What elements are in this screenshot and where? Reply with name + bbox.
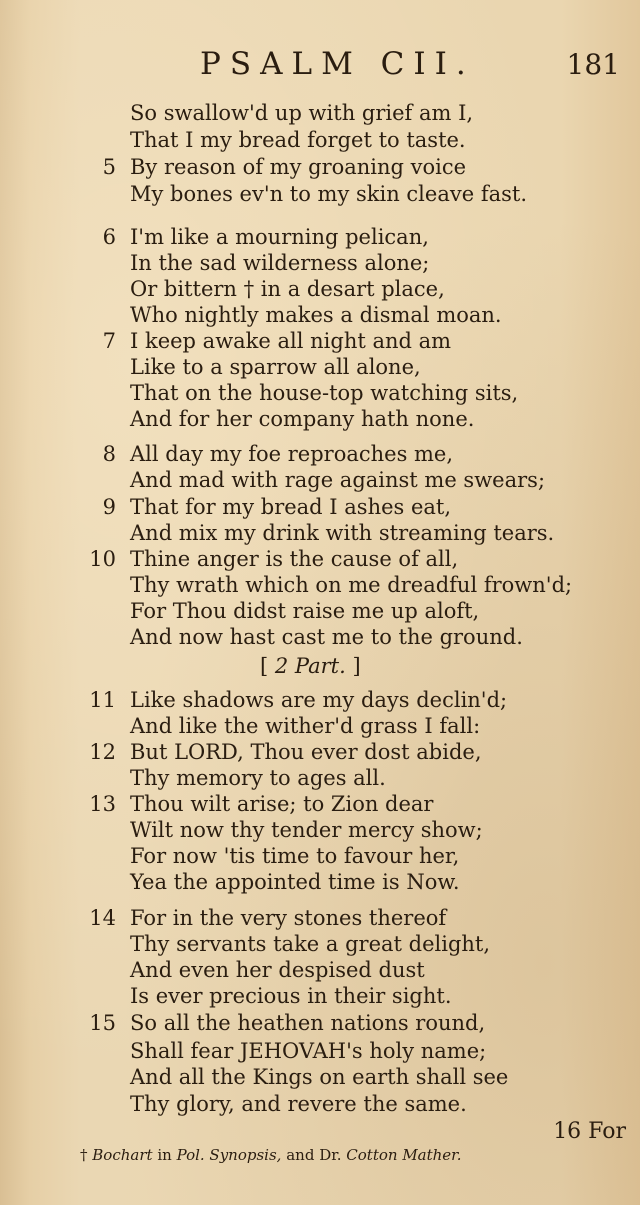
verse-line — [0, 817, 640, 843]
footnote-in: in — [157, 1146, 172, 1164]
verse-line — [0, 1091, 640, 1117]
verse-text: Thou wilt arise; to Zion dear — [130, 792, 434, 816]
verse-line — [0, 598, 640, 624]
verse-line — [0, 1010, 640, 1036]
verse-text: So swallow'd up with grief am I, — [130, 101, 474, 125]
verse-text: My bones ev'n to my skin cleave fast. — [130, 182, 528, 206]
verse-text: Like shadows are my days declin'd; — [130, 688, 508, 712]
footnote-name: Cotton Mather. — [346, 1146, 462, 1164]
verse-text: That for my bread I ashes eat, — [130, 495, 452, 519]
verse-text: Thy memory to ages all. — [130, 766, 386, 790]
verse-line — [0, 467, 640, 493]
verse-line — [0, 127, 640, 153]
verse-text: For Thou didst raise me up aloft, — [130, 599, 480, 623]
verse-line — [0, 181, 640, 207]
verse-line — [0, 869, 640, 895]
verse-line — [0, 154, 640, 180]
verse-line — [0, 572, 640, 598]
verse-line — [0, 546, 640, 572]
verse-text: Shall fear JEHOVAH's holy name; — [130, 1039, 487, 1063]
verse-text: And now hast cast me to the ground. — [130, 625, 523, 649]
verse-number: 8 — [102, 442, 116, 466]
verse-line — [0, 1038, 640, 1064]
verse-number: 10 — [89, 547, 116, 571]
verse-number: 5 — [102, 155, 116, 179]
verse-line — [0, 494, 640, 520]
verse-line — [0, 843, 640, 869]
page-number: 181 — [566, 48, 620, 81]
verse-line — [0, 765, 640, 791]
verse-text: Or bittern † in a desart place, — [130, 277, 445, 301]
verse-number: 14 — [89, 906, 116, 930]
verse-number: 9 — [102, 495, 116, 519]
verse-text: And mix my drink with streaming tears. — [130, 521, 555, 545]
part-heading — [260, 653, 361, 679]
verse-text: And even her despised dust — [130, 958, 425, 982]
verse-text: By reason of my groaning voice — [130, 155, 467, 179]
dagger-mark: † — [80, 1146, 88, 1164]
verse-text: But LORD, Thou ever dost abide, — [130, 740, 482, 764]
verse-text: In the sad wilderness alone; — [130, 251, 430, 275]
verse-text: Is ever precious in their sight. — [130, 984, 452, 1008]
verse-number: 11 — [89, 688, 116, 712]
verse-line — [0, 354, 640, 380]
verse-text: Like to a sparrow all alone, — [130, 355, 421, 379]
verse-text: So all the heathen nations round, — [130, 1011, 486, 1035]
verse-text: And like the wither'd grass I fall: — [130, 714, 481, 738]
verse-line — [0, 983, 640, 1009]
verse-text: That I my bread forget to taste. — [130, 128, 466, 152]
verse-number: 6 — [102, 225, 116, 249]
verse-text: Thy servants take a great delight, — [130, 932, 491, 956]
part-heading-text: 2 Part. — [274, 654, 346, 678]
verse-line — [0, 1064, 640, 1090]
verse-line — [0, 931, 640, 957]
footnote-and-dr: and Dr. — [286, 1146, 342, 1164]
footnote-work: Pol. Synopsis, — [176, 1146, 282, 1164]
verse-text: Thy glory, and revere the same. — [130, 1092, 467, 1116]
verse-line — [0, 302, 640, 328]
verse-text: I keep awake all night and am — [130, 329, 452, 353]
verse-line — [0, 905, 640, 931]
verse-line — [0, 224, 640, 250]
verse-number: 13 — [89, 792, 116, 816]
verse-number: 15 — [89, 1011, 116, 1035]
verse-text: Yea the appointed time is Now. — [130, 870, 460, 894]
verse-text: Thine anger is the cause of all, — [130, 547, 459, 571]
verse-line — [0, 100, 640, 126]
verse-line — [0, 957, 640, 983]
verse-text: Who nightly makes a dismal moan. — [130, 303, 502, 327]
page-header — [0, 46, 640, 86]
footnote-author: Bochart — [92, 1146, 153, 1164]
verse-number: 12 — [89, 740, 116, 764]
catchword: 16 For — [553, 1119, 626, 1144]
verse-line — [0, 406, 640, 432]
verse-line — [0, 250, 640, 276]
verse-line — [0, 328, 640, 354]
verse-text: Wilt now thy tender mercy show; — [130, 818, 483, 842]
verse-text: That on the house-top watching sits, — [130, 381, 519, 405]
running-title: PSALM CII. — [200, 46, 475, 82]
verse-line — [0, 713, 640, 739]
part-open-bracket: [ — [260, 654, 269, 678]
verse-line — [0, 276, 640, 302]
verse-text: And for her company hath none. — [130, 407, 475, 431]
verse-line — [0, 791, 640, 817]
part-close-bracket: ] — [352, 654, 361, 678]
verse-text: And mad with rage against me swears; — [130, 468, 546, 492]
verse-line — [0, 739, 640, 765]
verse-text: I'm like a mourning pelican, — [130, 225, 429, 249]
verse-line — [0, 441, 640, 467]
footnote — [80, 1146, 461, 1164]
verse-line — [0, 624, 640, 650]
verse-text: Thy wrath which on me dreadful frown'd; — [130, 573, 573, 597]
verse-line — [0, 520, 640, 546]
verse-number: 7 — [102, 329, 116, 353]
verse-line — [0, 380, 640, 406]
verse-text: All day my foe reproaches me, — [130, 442, 454, 466]
verse-text: And all the Kings on earth shall see — [130, 1065, 509, 1089]
verse-text: For in the very stones thereof — [130, 906, 447, 930]
verse-text: For now 'tis time to favour her, — [130, 844, 460, 868]
verse-line — [0, 687, 640, 713]
